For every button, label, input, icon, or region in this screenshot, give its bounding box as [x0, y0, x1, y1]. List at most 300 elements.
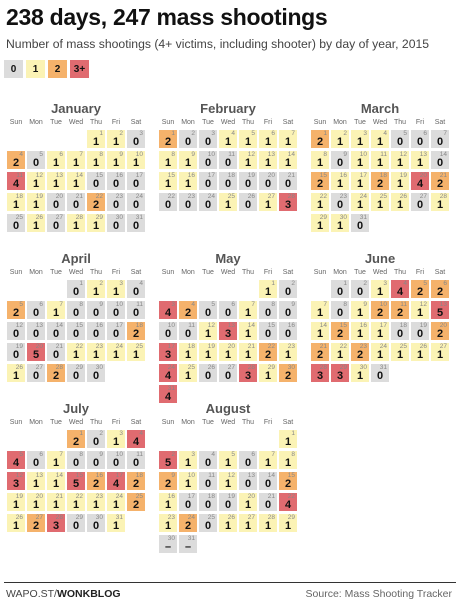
day-number: 17: [379, 322, 387, 329]
day-number: 24: [115, 343, 123, 350]
day-value: 0: [204, 157, 212, 169]
day-number: 3: [139, 130, 143, 137]
day-value: 0: [112, 178, 120, 190]
day-cell: [311, 343, 329, 361]
day-number: 21: [267, 493, 275, 500]
day-number: 29: [75, 514, 83, 521]
day-cell: [239, 514, 257, 532]
day-value: 2: [12, 157, 20, 169]
day-value: 2: [436, 286, 444, 298]
day-number: 3: [119, 430, 123, 437]
day-number: 5: [19, 451, 23, 458]
day-value: 0: [32, 157, 40, 169]
day-cell: [371, 343, 389, 361]
day-cell: [159, 493, 177, 511]
day-value: 0: [264, 307, 272, 319]
weekday-label: Thu: [241, 269, 255, 276]
day-value: –: [184, 541, 192, 553]
day-cell: [311, 151, 329, 169]
day-value: 0: [12, 349, 20, 361]
footer-divider: [4, 582, 456, 583]
day-value: 0: [132, 457, 140, 469]
day-value: 1: [112, 499, 120, 511]
weekday-label: Sat: [130, 119, 142, 126]
day-cell: [219, 151, 237, 169]
day-number: 2: [99, 280, 103, 287]
day-cell: [239, 151, 257, 169]
day-number: 19: [15, 493, 23, 500]
day-value: 0: [336, 157, 344, 169]
weekday-label: Sat: [434, 269, 446, 276]
day-value: 0: [92, 328, 100, 340]
day-value: 1: [32, 178, 40, 190]
day-number: 21: [55, 343, 63, 350]
day-cell: [7, 364, 25, 382]
day-cell: [159, 172, 177, 190]
day-value: 1: [244, 349, 252, 361]
day-cell: [107, 280, 125, 298]
day-value: 0: [32, 370, 40, 382]
day-number: 3: [119, 280, 123, 287]
month-name: March: [360, 101, 400, 116]
day-number: 23: [187, 193, 195, 200]
day-number: 13: [35, 322, 43, 329]
day-value: 1: [316, 307, 324, 319]
day-value: 0: [416, 328, 424, 340]
day-cell: [219, 472, 237, 490]
day-value: 2: [416, 286, 424, 298]
day-number: 29: [95, 214, 103, 221]
day-number: 25: [135, 493, 143, 500]
day-number: 25: [15, 214, 23, 221]
day-value: 0: [224, 157, 232, 169]
day-number: 20: [419, 172, 427, 179]
day-value: 1: [376, 349, 384, 361]
day-value: 2: [376, 307, 384, 319]
day-number: 9: [99, 301, 103, 308]
day-cell: [411, 193, 429, 211]
day-value: 0: [244, 478, 252, 490]
day-value: 1: [356, 307, 364, 319]
day-value: 0: [112, 307, 120, 319]
day-cell: [331, 151, 349, 169]
day-cell: [87, 451, 105, 469]
day-cell: [67, 430, 85, 448]
day-value: 1: [32, 478, 40, 490]
day-value: 2: [32, 520, 40, 532]
day-cell: [331, 193, 349, 211]
day-value: 1: [112, 136, 120, 148]
day-number: 9: [191, 151, 195, 158]
day-cell: [7, 472, 25, 490]
day-cell: [411, 343, 429, 361]
day-number: 23: [287, 343, 295, 350]
day-number: 28: [75, 214, 83, 221]
day-number: 11: [400, 301, 407, 308]
day-value: 2: [92, 199, 100, 211]
day-cell: [411, 322, 429, 340]
day-cell: [47, 493, 65, 511]
day-cell: [351, 130, 369, 148]
day-cell: [67, 172, 85, 190]
day-number: 28: [247, 364, 255, 371]
day-number: 7: [59, 451, 63, 458]
weekday-label: Sun: [161, 119, 175, 126]
day-value: 0: [52, 328, 60, 340]
day-cell: [67, 280, 85, 298]
day-cell: [279, 172, 297, 190]
day-number: 2: [191, 130, 195, 137]
day-number: 7: [59, 301, 63, 308]
day-number: 16: [339, 172, 347, 179]
day-cell: [179, 364, 197, 382]
day-value: 0: [72, 457, 80, 469]
day-cell: [159, 322, 177, 340]
day-number: 1: [79, 280, 83, 287]
day-cell: [67, 451, 85, 469]
day-number: 28: [55, 514, 63, 521]
weekday-header: [158, 267, 298, 279]
weekday-label: Mon: [29, 419, 43, 426]
day-cell: [279, 193, 297, 211]
day-value: 1: [32, 220, 40, 232]
day-number: 21: [439, 172, 447, 179]
day-cell: [7, 493, 25, 511]
day-number: 26: [247, 193, 255, 200]
day-value: 1: [224, 457, 232, 469]
day-cell: [219, 172, 237, 190]
day-number: 8: [271, 301, 275, 308]
day-value: 1: [224, 199, 232, 211]
day-number: 19: [247, 172, 255, 179]
day-number: 22: [287, 493, 295, 500]
day-value: 1: [72, 349, 80, 361]
day-cell: [259, 472, 277, 490]
weekday-label: Sat: [282, 419, 294, 426]
day-value: 2: [284, 478, 292, 490]
day-cell: [391, 172, 409, 190]
day-value: 0: [416, 136, 424, 148]
day-number: 31: [135, 214, 143, 221]
day-cell: [431, 322, 449, 340]
day-number: 17: [187, 493, 195, 500]
day-cell: [411, 280, 429, 298]
day-cell: [431, 172, 449, 190]
day-value: 0: [112, 457, 120, 469]
weekday-label: Sun: [161, 269, 175, 276]
day-cell: [259, 301, 277, 319]
chart-title: 238 days, 247 mass shootings: [6, 4, 328, 30]
day-number: 11: [136, 301, 143, 308]
day-cell: [159, 301, 177, 319]
day-value: 4: [12, 178, 20, 190]
day-value: 1: [12, 370, 20, 382]
day-number: 21: [75, 193, 83, 200]
day-cell: [199, 301, 217, 319]
day-cell: [67, 322, 85, 340]
day-number: 26: [399, 193, 407, 200]
day-value: 0: [356, 286, 364, 298]
day-cell: [239, 301, 257, 319]
day-number: 30: [95, 364, 103, 371]
day-value: 0: [204, 136, 212, 148]
day-cell: [159, 193, 177, 211]
day-cell: [259, 151, 277, 169]
day-number: 19: [35, 193, 43, 200]
day-cell: [127, 451, 145, 469]
day-cell: [47, 301, 65, 319]
day-number: 25: [399, 343, 407, 350]
day-number: 16: [115, 172, 123, 179]
day-cell: [127, 214, 145, 232]
day-number: 19: [15, 343, 23, 350]
day-number: 2: [343, 130, 347, 137]
day-number: 16: [359, 322, 367, 329]
day-cell: [331, 280, 349, 298]
day-cell: [351, 214, 369, 232]
day-number: 22: [267, 343, 275, 350]
day-cell: [391, 301, 409, 319]
weekday-label: Fri: [263, 419, 273, 426]
day-number: 22: [75, 493, 83, 500]
day-number: 17: [115, 472, 123, 479]
day-value: 0: [396, 136, 404, 148]
day-cell: [107, 193, 125, 211]
day-value: 0: [224, 499, 232, 511]
day-number: 13: [35, 472, 43, 479]
day-number: 4: [191, 301, 195, 308]
day-value: 1: [112, 520, 120, 532]
day-value: 1: [72, 157, 80, 169]
day-value: 0: [92, 370, 100, 382]
day-number: 23: [95, 343, 103, 350]
day-cell: [47, 172, 65, 190]
day-number: 8: [79, 301, 83, 308]
day-cell: [179, 514, 197, 532]
day-cell: [311, 364, 329, 382]
day-cell: [179, 343, 197, 361]
day-number: 11: [208, 472, 215, 479]
day-value: 3: [336, 370, 344, 382]
day-cell: [179, 151, 197, 169]
day-value: 0: [224, 370, 232, 382]
day-cell: [159, 130, 177, 148]
day-number: 1: [271, 280, 275, 287]
weekday-label: Mon: [29, 269, 43, 276]
day-number: 31: [379, 364, 387, 371]
day-cell: [219, 451, 237, 469]
day-value: 0: [164, 199, 172, 211]
day-value: 1: [244, 499, 252, 511]
day-number: 25: [207, 514, 215, 521]
day-value: 0: [32, 328, 40, 340]
day-number: 19: [227, 493, 235, 500]
day-value: 1: [336, 178, 344, 190]
day-number: 6: [443, 280, 447, 287]
credit-brand[interactable]: WONKBLOG: [56, 588, 121, 600]
day-value: 0: [32, 307, 40, 319]
chart-subtitle: Number of mass shootings (4+ victims, including shooter) by day of year, 2015: [6, 37, 430, 51]
weekday-label: Wed: [220, 419, 236, 426]
day-number: 19: [419, 322, 427, 329]
day-cell: [87, 301, 105, 319]
day-cell: [179, 322, 197, 340]
day-number: 6: [59, 151, 63, 158]
day-cell: [279, 151, 297, 169]
day-number: 13: [267, 151, 275, 158]
day-value: 0: [92, 178, 100, 190]
day-value: 3: [52, 520, 60, 532]
day-cell: [67, 214, 85, 232]
day-value: 1: [356, 328, 364, 340]
day-value: 0: [72, 370, 80, 382]
day-number: 1: [291, 430, 295, 437]
day-number: 4: [231, 130, 235, 137]
day-value: 0: [184, 328, 192, 340]
day-cell: [107, 151, 125, 169]
day-cell: [331, 130, 349, 148]
day-value: 1: [264, 199, 272, 211]
day-value: 0: [204, 457, 212, 469]
day-cell: [371, 364, 389, 382]
day-cell: [127, 430, 145, 448]
day-value: 4: [416, 178, 424, 190]
month-march: [310, 100, 450, 232]
day-cell: [87, 130, 105, 148]
day-value: 1: [356, 136, 364, 148]
day-number: 30: [115, 214, 123, 221]
day-cell: [219, 343, 237, 361]
day-value: 1: [244, 157, 252, 169]
day-cell: [219, 130, 237, 148]
day-cell: [371, 301, 389, 319]
day-number: 15: [75, 472, 83, 479]
day-number: 13: [419, 151, 427, 158]
day-number: 12: [15, 472, 23, 479]
day-cell: [311, 301, 329, 319]
weekday-label: Sat: [130, 269, 142, 276]
day-number: 12: [15, 322, 23, 329]
day-value: 0: [164, 328, 172, 340]
day-number: 1: [343, 280, 347, 287]
day-number: 11: [188, 322, 195, 329]
day-number: 14: [319, 322, 327, 329]
day-number: 28: [439, 193, 447, 200]
day-value: 2: [264, 349, 272, 361]
day-value: 1: [436, 349, 444, 361]
day-cell: [331, 172, 349, 190]
day-number: 12: [35, 172, 43, 179]
day-value: 0: [244, 457, 252, 469]
day-number: 9: [119, 151, 123, 158]
day-value: 2: [316, 178, 324, 190]
day-cell: [279, 430, 297, 448]
month-january: [6, 100, 146, 232]
day-cell: [87, 214, 105, 232]
weekday-label: Thu: [89, 269, 103, 276]
day-cell: [179, 451, 197, 469]
day-cell: [199, 322, 217, 340]
day-number: 25: [135, 343, 143, 350]
day-number: 18: [207, 493, 215, 500]
day-cell: [7, 151, 25, 169]
day-number: 25: [379, 193, 387, 200]
weekday-label: Thu: [241, 119, 255, 126]
day-cell: [7, 514, 25, 532]
day-value: 0: [436, 157, 444, 169]
day-number: 10: [207, 151, 215, 158]
day-cell: [107, 214, 125, 232]
weekday-label: Mon: [181, 269, 195, 276]
day-number: 30: [167, 535, 175, 542]
day-value: 4: [132, 436, 140, 448]
day-number: 23: [167, 514, 175, 521]
day-number: 5: [211, 301, 215, 308]
day-number: 22: [95, 193, 103, 200]
day-value: 4: [164, 391, 172, 403]
day-number: 10: [115, 301, 123, 308]
day-number: 17: [115, 322, 123, 329]
day-cell: [47, 214, 65, 232]
weekday-label: Wed: [372, 269, 388, 276]
day-number: 14: [287, 151, 295, 158]
day-cell: [67, 193, 85, 211]
day-number: 21: [247, 343, 255, 350]
credit-prefix: WAPO.ST/: [6, 588, 57, 600]
day-number: 15: [75, 322, 83, 329]
day-number: 9: [363, 301, 367, 308]
day-cell: [411, 130, 429, 148]
day-cell: [159, 343, 177, 361]
day-value: 0: [184, 136, 192, 148]
day-value: 3: [244, 370, 252, 382]
day-value: 0: [72, 328, 80, 340]
day-cell: [7, 322, 25, 340]
day-number: 15: [319, 172, 327, 179]
day-cell: [259, 193, 277, 211]
day-cell: [239, 322, 257, 340]
day-value: 1: [52, 178, 60, 190]
day-value: 1: [284, 457, 292, 469]
day-cell: [67, 343, 85, 361]
weekday-header: [310, 117, 450, 129]
day-cell: [371, 172, 389, 190]
day-value: 1: [356, 199, 364, 211]
day-cell: [107, 172, 125, 190]
day-number: 6: [423, 130, 427, 137]
day-number: 30: [95, 514, 103, 521]
day-cell: [179, 130, 197, 148]
day-value: 0: [284, 307, 292, 319]
day-number: 5: [231, 451, 235, 458]
day-cell: [351, 322, 369, 340]
day-value: 0: [336, 199, 344, 211]
day-value: 0: [72, 286, 80, 298]
day-cell: [311, 130, 329, 148]
day-cell: [107, 322, 125, 340]
day-cell: [331, 322, 349, 340]
day-number: 5: [403, 130, 407, 137]
day-value: 1: [416, 157, 424, 169]
day-cell: [311, 322, 329, 340]
day-value: 1: [132, 157, 140, 169]
day-cell: [259, 493, 277, 511]
day-cell: [179, 301, 197, 319]
day-cell: [127, 343, 145, 361]
day-number: 26: [15, 514, 23, 521]
day-value: 2: [336, 328, 344, 340]
day-cell: [87, 172, 105, 190]
